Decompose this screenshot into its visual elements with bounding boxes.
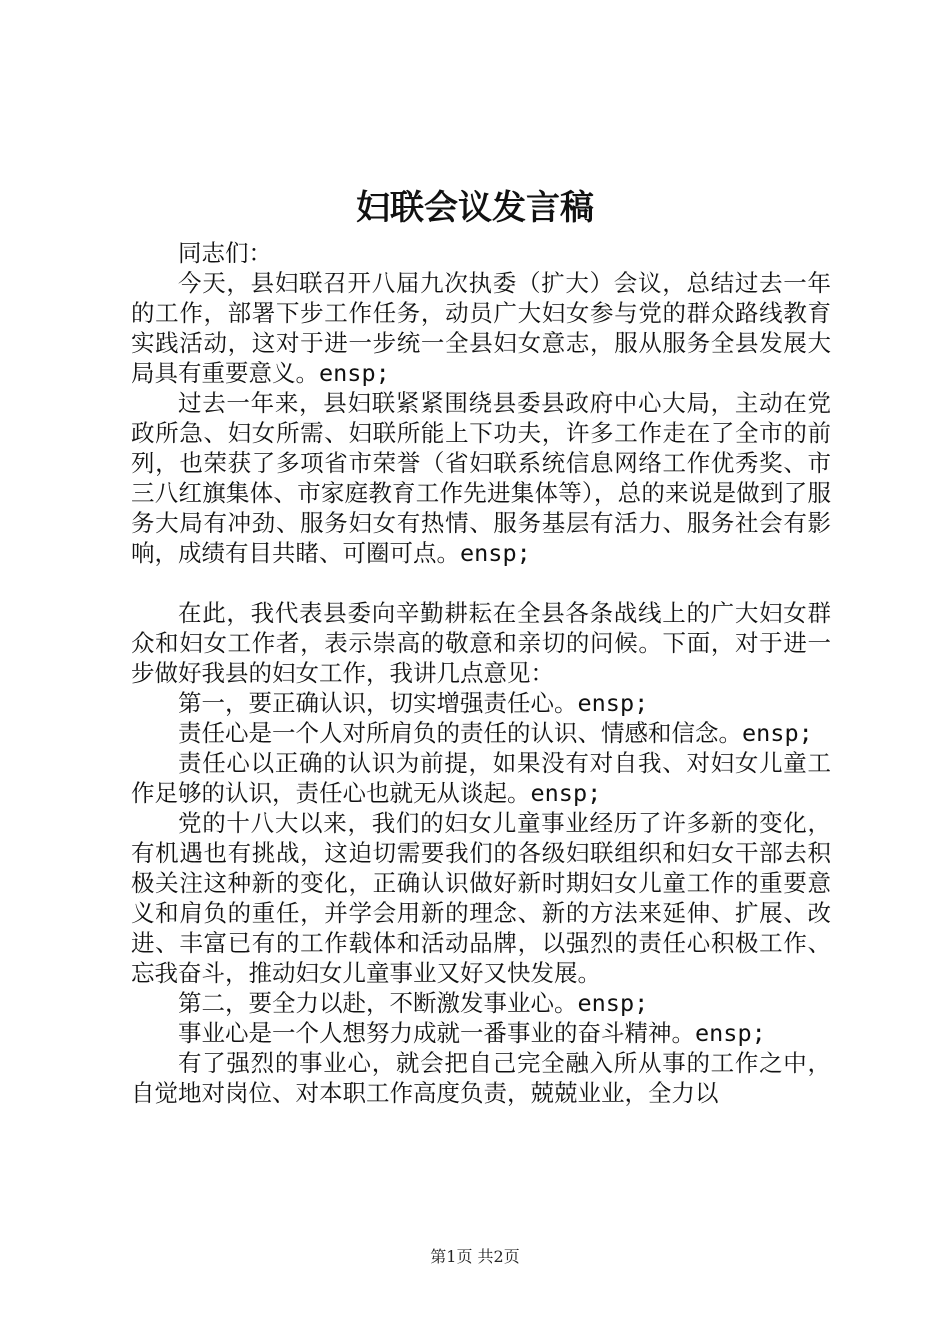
paragraph: 今天，县妇联召开八届九次执委（扩大）会议，总结过去一年的工作，部署下步工作任务，动员广大妇女参与党的群众路线教育实践活动，这对于进一步统一全县妇女意志，服从服务全县发展大局具有重要意义。ensp;	[131, 269, 831, 387]
paragraph: 责任心是一个人对所肩负的责任的认识、情感和信念。ensp;	[178, 719, 813, 747]
paragraph: 有了强烈的事业心，就会把自己完全融入所从事的工作之中，自觉地对岗位、对本职工作高度负责，兢兢业业，全力以	[131, 1049, 831, 1107]
paragraph-gap	[131, 568, 831, 598]
document-body	[131, 238, 831, 1108]
paragraph-salutation: 同志们：	[178, 239, 272, 267]
paragraph: 过去一年来，县妇联紧紧围绕县委县政府中心大局，主动在党政所急、妇女所需、妇联所能上下功夫，许多工作走在了全市的前列，也荣获了多项省市荣誉（省妇联系统信息网络工作优秀奖、市三八红旗集体、市家庭教育工作先进集体等），总的来说是做到了服务大局有冲劲、服务妇女有热情、服务基层有活力、服务社会有影响，成绩有目共睹、可圈可点。ensp;	[131, 389, 831, 567]
document-title: 妇联会议发言稿	[356, 188, 594, 228]
paragraph: 在此，我代表县委向辛勤耕耘在全县各条战线上的广大妇女群众和妇女工作者，表示崇高的敬意和亲切的问候。下面，对于进一步做好我县的妇女工作，我讲几点意见：	[131, 599, 831, 687]
paragraph: 事业心是一个人想努力成就一番事业的奋斗精神。ensp;	[178, 1019, 766, 1047]
paragraph: 党的十八大以来，我们的妇女儿童事业经历了许多新的变化，有机遇也有挑战，这迫切需要我们的各级妇联组织和妇女干部去积极关注这种新的变化，正确认识做好新时期妇女儿童工作的重要意义和肩负的重任，并学会用新的理念、新的方法来延伸、扩展、改进、丰富已有的工作载体和活动品牌，以强烈的责任心积极工作、忘我奋斗，推动妇女儿童事业又好又快发展。	[131, 809, 831, 987]
section-heading: 第一，要正确认识，切实增强责任心。ensp;	[178, 689, 649, 717]
page-footer: 第1页 共2页	[430, 1247, 520, 1266]
paragraph: 责任心以正确的认识为前提，如果没有对自我、对妇女儿童工作足够的认识，责任心也就无从谈起。ensp;	[131, 749, 831, 807]
section-heading: 第二，要全力以赴，不断激发事业心。ensp;	[178, 989, 649, 1017]
